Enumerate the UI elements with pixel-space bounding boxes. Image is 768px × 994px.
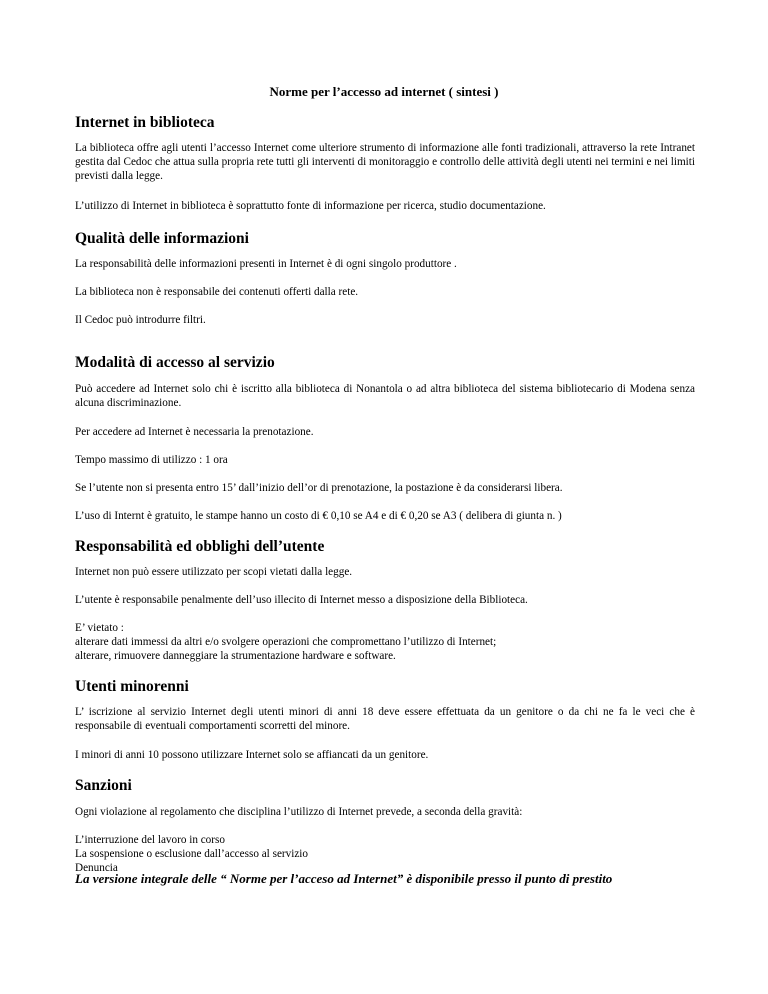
paragraph: La biblioteca non è responsabile dei contenuti offerti dalla rete. (75, 286, 359, 298)
paragraph: Il Cedoc può introdurre filtri. (75, 314, 206, 326)
heading-internet-in-biblioteca: Internet in biblioteca (75, 114, 215, 131)
heading-responsabilita-obblighi: Responsabilità ed obblighi dell’utente (75, 538, 325, 555)
list-intro: E’ vietato : (75, 622, 124, 634)
list-item: L’interruzione del lavoro in corso (75, 834, 225, 846)
paragraph: La biblioteca offre agli utenti l’accesso Internet come ulteriore strumento di informazione alle fonti tradizionali, attraverso la rete Intranet gestita dal Cedoc che attua sulla propria rete tutti gli interventi di monitoraggio e controllo delle attività degli utenti nei termini e nei limiti previsti dalla legge. (75, 142, 695, 183)
paragraph: Se l’utente non si presenta entro 15’ dall’inizio dell’or di prenotazione, la postazione è da considerarsi libera. (75, 482, 563, 494)
list-item: Denuncia (75, 862, 118, 874)
paragraph: Tempo massimo di utilizzo : 1 ora (75, 454, 228, 466)
paragraph: Per accedere ad Internet è necessaria la prenotazione. (75, 426, 314, 438)
heading-qualita-informazioni: Qualità delle informazioni (75, 230, 249, 247)
heading-sanzioni: Sanzioni (75, 777, 132, 794)
paragraph: Ogni violazione al regolamento che disciplina l’utilizzo di Internet prevede, a seconda della gravità: (75, 806, 523, 818)
heading-modalita-accesso: Modalità di accesso al servizio (75, 354, 275, 371)
paragraph: Può accedere ad Internet solo chi è iscritto alla biblioteca di Nonantola o ad altra biblioteca del sistema bibliotecario di Modena senza alcuna discriminazione. (75, 383, 695, 410)
paragraph: L’utilizzo di Internet in biblioteca è soprattutto fonte di informazione per ricerca, studio documentazione. (75, 200, 546, 212)
paragraph: I minori di anni 10 possono utilizzare Internet solo se affiancati da un genitore. (75, 749, 429, 761)
paragraph: L’ iscrizione al servizio Internet degli utenti minori di anni 18 deve essere effettuata da un genitore o da chi ne fa le veci che è responsabile di eventuali comportamenti scorretti del minore. (75, 706, 695, 733)
closing-note: La versione integrale delle “ Norme per l’acceso ad Internet” è disponibile presso il punto di prestito (75, 871, 613, 886)
paragraph: La responsabilità delle informazioni presenti in Internet è di ogni singolo produttore . (75, 258, 457, 270)
paragraph: Internet non può essere utilizzato per scopi vietati dalla legge. (75, 566, 353, 578)
list-item: alterare, rimuovere danneggiare la strumentazione hardware e software. (75, 650, 396, 662)
list-item: La sospensione o esclusione dall’accesso al servizio (75, 848, 308, 860)
heading-utenti-minorenni: Utenti minorenni (75, 678, 189, 695)
paragraph: L’uso di Internt è gratuito, le stampe hanno un costo di € 0,10 se A4 e di € 0,20 se A3 ( delibera di giunta n. ) (75, 510, 562, 522)
document-title: Norme per l’accesso ad internet ( sintesi ) (269, 84, 499, 99)
paragraph: L’utente è responsabile penalmente dell’uso illecito di Internet messo a disposizione della Biblioteca. (75, 594, 528, 606)
list-item: alterare dati immessi da altri e/o svolgere operazioni che compromettano l’utilizzo di Internet; (75, 636, 497, 648)
